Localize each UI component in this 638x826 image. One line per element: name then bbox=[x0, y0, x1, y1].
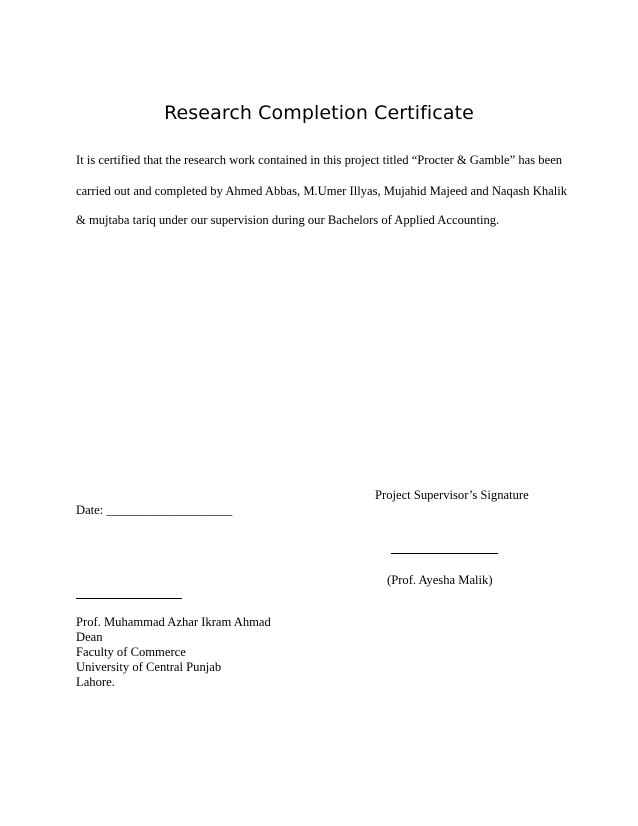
certificate-text-line-2: carried out and completed by Ahmed Abbas, M.Umer Illyas, Mujahid Majeed and Naqash Khalik bbox=[76, 184, 568, 198]
certificate-title: Research Completion Certificate bbox=[164, 102, 474, 124]
certificate-text-line-1: It is certified that the research work contained in this project titled “Procter & Gamble” has been bbox=[76, 153, 563, 167]
dean-city: Lahore. bbox=[76, 675, 115, 689]
date-field: Date: ____________________ bbox=[76, 503, 233, 517]
supervisor-signature-caption: Project Supervisor’s Signature bbox=[375, 488, 529, 502]
certificate-text-line-3: & mujtaba tariq under our supervision during our Bachelors of Applied Accounting. bbox=[76, 213, 500, 227]
supervisor-signature-line bbox=[391, 553, 498, 554]
dean-details bbox=[76, 615, 271, 690]
dean-signature-line bbox=[76, 598, 182, 599]
dean-faculty: Faculty of Commerce bbox=[76, 645, 186, 659]
supervisor-name: (Prof. Ayesha Malik) bbox=[387, 573, 493, 587]
dean-position: Dean bbox=[76, 630, 103, 644]
dean-name: Prof. Muhammad Azhar Ikram Ahmad bbox=[76, 615, 271, 629]
dean-university: University of Central Punjab bbox=[76, 660, 222, 674]
